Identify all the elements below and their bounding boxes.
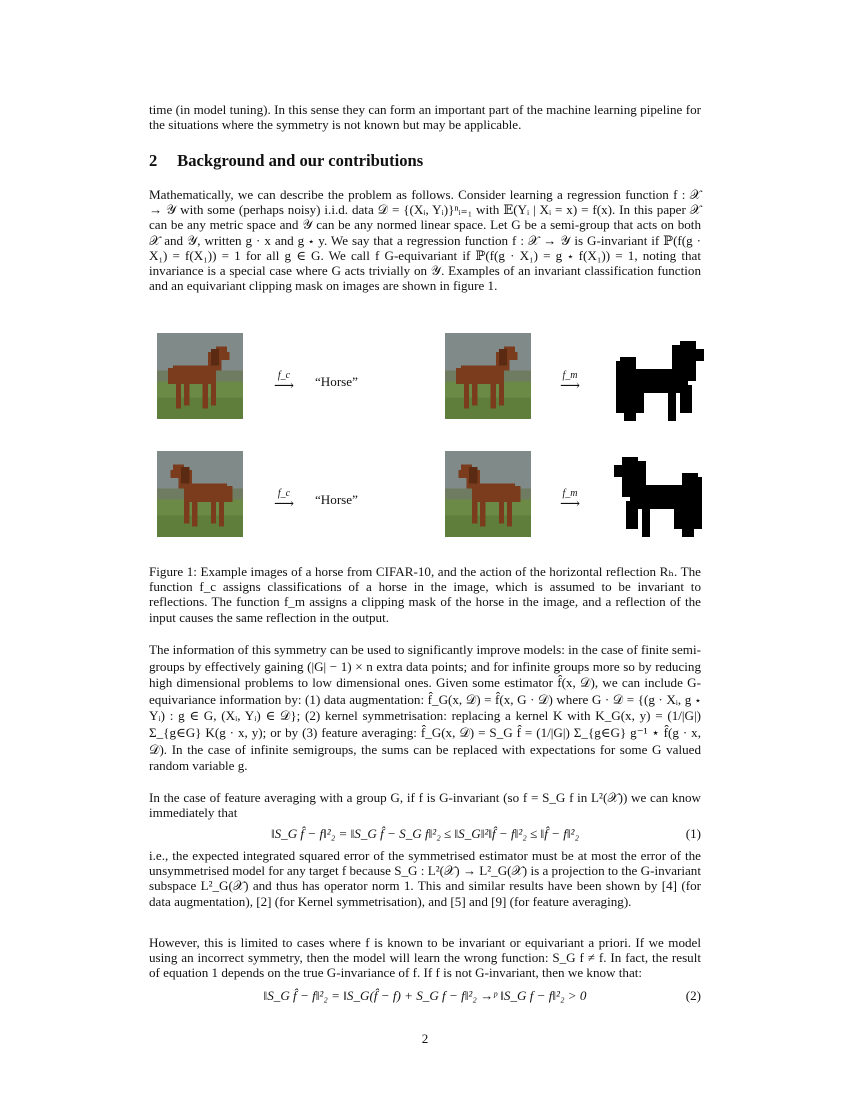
class-output-row2: “Horse” — [315, 492, 358, 507]
mask-arrow-row2 — [558, 489, 582, 511]
classifier-arrow-row2 — [272, 489, 296, 511]
section-title: Background and our contributions — [177, 151, 424, 170]
section-number: 2 — [149, 151, 158, 170]
mask-arrow-row1 — [558, 371, 582, 393]
equation-1-tag: (1) — [685, 826, 701, 841]
paragraph-symmetry-info: The information of this symmetry can be used to significantly improve models: in the case of finite semi-groups by effectively gaining (|G| − 1) × n extra data points; and for infinite groups more so by reducing high dimensional problems to low dimensional ones. Given some estimator f̂(x, 𝒟), we can include G-equivariance information by: (1) data augmentation: f̂_G(x, 𝒟) = f̂(x, G · 𝒟) where G · 𝒟 = {(g · Xᵢ, g ⋆ Yᵢ) : g ∈ G, (Xᵢ, Yᵢ) ∈ 𝒟}; (2) kernel symmetrisation: replacing a kernel K with K_G(x, y) = (1/|G|) Σ_{g∈G} K(g · x, y); or by (3) feature averaging: f̂_G(x, 𝒟) = S_G f̂ = (1/|G|) Σ_{g∈G} g⁻¹ ⋆ f̂(g · x, 𝒟). In the case of infinite semigroups, the sums can be replaced with expectations for some G valued random variable g. — [149, 642, 701, 774]
intro-paragraph: time (in model tuning). In this sense they can form an important part of the machine learning pipeline for the situations where the symmetry is not known but may be applicable. — [149, 102, 701, 133]
mask-label: f_m — [562, 370, 578, 381]
section-heading — [149, 151, 423, 171]
clipping-mask-original — [612, 337, 708, 425]
equation-2-tag: (2) — [685, 988, 701, 1003]
classifier-arrow-row1 — [272, 371, 296, 393]
arrow-icon: ⟶ — [273, 497, 295, 512]
figure-caption: Figure 1: Example images of a horse from CIFAR-10, and the action of the horizontal reflection Rₕ. The function f_c assigns classifications of a horse in the image, which is assumed to be invariant to reflections. The function f_m assigns a clipping mask of the horse in the image, and a reflection of the input causes the same reflection in the output. — [149, 564, 701, 625]
mask-label: f_m — [562, 488, 578, 499]
paragraph-error-bound: i.e., the expected integrated squared error of the symmetrised estimator must be at most the error of the unsymmetrised model for any target f because S_G : L²(𝒳) → L²_G(𝒳) is a projection to the G-invariant subspace L²_G(𝒳) and thus has operator norm 1. This and similar results have been shown by [4] (for data augmentation), [2] (for Kernel symmetrisation), and [5] and [9] (for feature averaging). — [149, 848, 701, 909]
paragraph-limitation: However, this is limited to cases where f is known to be invariant or equivariant a priori. If we model using an incorrect symmetry, then the model will learn the wrong function: S_G f ≠ f. In fact, the result of equation 1 depends on the true G-invariance of f. If f is not G-invariant, then we know that: — [149, 935, 701, 981]
page-number: 2 — [421, 1031, 429, 1046]
arrow-icon: ⟶ — [559, 379, 581, 394]
class-output-row1: “Horse” — [315, 374, 358, 389]
paragraph-problem-setup: Mathematically, we can describe the problem as follows. Consider learning a regression function f : 𝒳 → 𝒴 with some (perhaps noisy) i.i.d. data 𝒟 = {(Xᵢ, Yᵢ)}ⁿᵢ₌₁ with 𝔼(Yᵢ | Xᵢ = x) = f(x). In this paper 𝒳 can be any metric space and 𝒴 can be any normed linear space. Let G be a semi-group that acts on both 𝒳 and 𝒴, written g · x and g ⋆ y. We say that a regression function f : 𝒳 → 𝒴 is G-invariant if ℙ(f(g · X₁) = f(X₁)) = 1 for all g ∈ G. We call f G-equivariant if ℙ(f(g · X₁) = g ⋆ f(X₁)) = 1, noting that invariance is a special case where G acts trivially on 𝒴. Examples of an invariant classification function and an equivariant clipping mask on images are shown in figure 1. — [149, 187, 701, 294]
paragraph-feature-averaging: In the case of feature averaging with a group G, if f is G-invariant (so f = S_G f in L²(𝒳)) we can know immediately that — [149, 790, 701, 821]
clipping-mask-reflected — [610, 453, 706, 541]
classifier-label: f_c — [277, 488, 291, 499]
arrow-icon: ⟶ — [273, 379, 295, 394]
classifier-label: f_c — [277, 370, 291, 381]
horse-image-original — [157, 333, 243, 419]
equation-2-body: ‖S_G f̂ − f‖²₂ = ‖S_G(f̂ − f) + S_G f − f‖²₂ →ᵖ ‖S_G f − f‖²₂ > 0 — [263, 988, 587, 1003]
horse-image-reflected — [157, 451, 243, 537]
equation-1-body: ‖S_G f̂ − f‖²₂ = ‖S_G f̂ − S_G f‖²₂ ≤ ‖S_G‖²‖f̂ − f‖²₂ ≤ ‖f̂ − f‖²₂ — [270, 826, 580, 841]
horse-image-reflected-mask-input — [445, 451, 531, 537]
arrow-icon: ⟶ — [559, 497, 581, 512]
horse-image-original-mask-input — [445, 333, 531, 419]
